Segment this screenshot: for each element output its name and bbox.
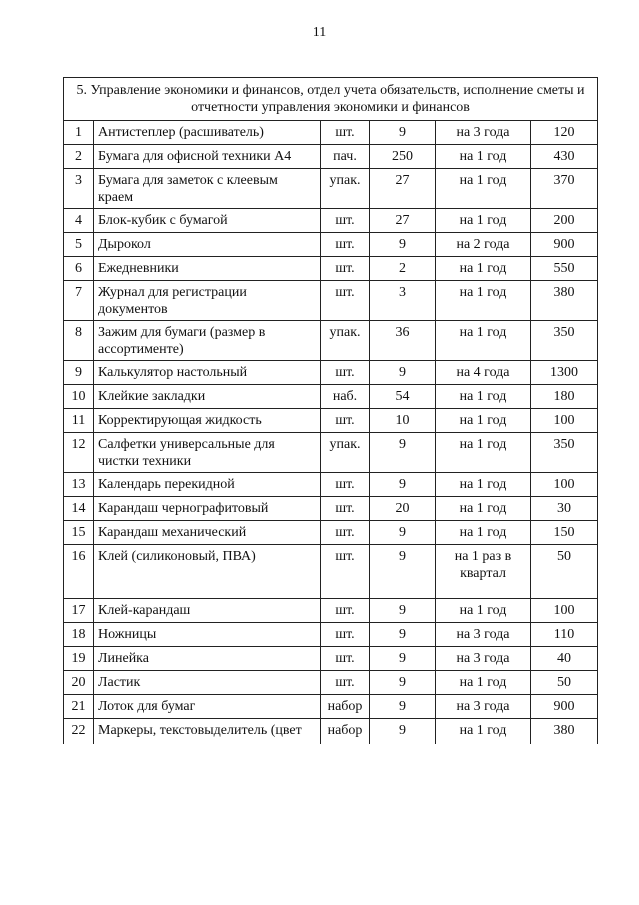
item-quantity: 9 [370,233,436,257]
item-name: Корректирующая жидкость [94,409,321,433]
item-period: на 1 год [436,385,531,409]
item-quantity: 10 [370,409,436,433]
row-number: 3 [64,169,94,209]
section-title: 5. Управление экономики и финансов, отдел учета обязательств, исполнение сметы и отчетности управления экономики и финансов [64,78,598,121]
row-number: 18 [64,623,94,647]
table-row [64,233,598,257]
item-name: Бумага для заметок с клеевым краем [94,169,321,209]
item-price: 100 [531,599,598,623]
row-number: 2 [64,145,94,169]
item-price: 900 [531,233,598,257]
item-quantity: 9 [370,361,436,385]
item-price: 550 [531,257,598,281]
table-row [64,671,598,695]
item-name: Карандаш чернографитовый [94,497,321,521]
item-quantity: 36 [370,321,436,361]
table-row [64,257,598,281]
item-period: на 3 года [436,647,531,671]
item-unit: набор [321,695,370,719]
item-unit: шт. [321,647,370,671]
item-name: Клей (силиконовый, ПВА) [94,545,321,599]
item-name: Календарь перекидной [94,473,321,497]
item-quantity: 2 [370,257,436,281]
item-unit: шт. [321,545,370,599]
item-name: Маркеры, текстовыделитель (цвет [94,719,321,745]
item-unit: упак. [321,433,370,473]
table-row [64,647,598,671]
item-quantity: 27 [370,209,436,233]
item-quantity: 9 [370,719,436,745]
item-name: Журнал для регистрации документов [94,281,321,321]
item-quantity: 9 [370,671,436,695]
item-quantity: 250 [370,145,436,169]
item-name: Карандаш механический [94,521,321,545]
table-row [64,361,598,385]
item-unit: шт. [321,121,370,145]
row-number: 5 [64,233,94,257]
item-unit: упак. [321,321,370,361]
item-quantity: 9 [370,473,436,497]
row-number: 6 [64,257,94,281]
item-price: 30 [531,497,598,521]
item-period: на 1 раз в квартал [436,545,531,599]
item-unit: шт. [321,623,370,647]
item-price: 900 [531,695,598,719]
item-name: Клей-карандаш [94,599,321,623]
item-price: 380 [531,719,598,745]
item-period: на 1 год [436,209,531,233]
item-name: Калькулятор настольный [94,361,321,385]
row-number: 1 [64,121,94,145]
row-number: 16 [64,545,94,599]
item-price: 110 [531,623,598,647]
item-quantity: 9 [370,521,436,545]
item-name: Бумага для офисной техники А4 [94,145,321,169]
table-row [64,521,598,545]
item-period: на 4 года [436,361,531,385]
item-quantity: 9 [370,695,436,719]
item-price: 150 [531,521,598,545]
item-price: 50 [531,545,598,599]
row-number: 22 [64,719,94,745]
item-period: на 1 год [436,473,531,497]
table-row [64,719,598,745]
item-price: 350 [531,321,598,361]
item-quantity: 9 [370,545,436,599]
item-name: Ластик [94,671,321,695]
item-quantity: 9 [370,623,436,647]
item-unit: шт. [321,599,370,623]
row-number: 9 [64,361,94,385]
item-name: Антистеплер (расшиватель) [94,121,321,145]
table-row [64,121,598,145]
row-number: 21 [64,695,94,719]
item-period: на 1 год [436,433,531,473]
item-period: на 1 год [436,521,531,545]
item-price: 180 [531,385,598,409]
table-row [64,209,598,233]
item-price: 100 [531,473,598,497]
row-number: 15 [64,521,94,545]
item-name: Линейка [94,647,321,671]
item-unit: шт. [321,409,370,433]
table-row [64,433,598,473]
item-period: на 1 год [436,599,531,623]
item-quantity: 27 [370,169,436,209]
row-number: 7 [64,281,94,321]
item-period: на 1 год [436,497,531,521]
row-number: 17 [64,599,94,623]
item-name: Салфетки универсальные для чистки техники [94,433,321,473]
item-unit: шт. [321,281,370,321]
item-unit: наб. [321,385,370,409]
item-name: Блок-кубик с бумагой [94,209,321,233]
row-number: 8 [64,321,94,361]
item-quantity: 9 [370,599,436,623]
item-quantity: 9 [370,433,436,473]
item-period: на 1 год [436,409,531,433]
table-row [64,281,598,321]
item-price: 370 [531,169,598,209]
row-number: 4 [64,209,94,233]
item-unit: шт. [321,361,370,385]
table-row [64,473,598,497]
table-body [64,78,598,745]
item-unit: шт. [321,521,370,545]
item-name: Ножницы [94,623,321,647]
item-quantity: 3 [370,281,436,321]
item-period: на 1 год [436,321,531,361]
item-period: на 1 год [436,257,531,281]
item-period: на 2 года [436,233,531,257]
item-quantity: 20 [370,497,436,521]
item-unit: шт. [321,671,370,695]
item-price: 100 [531,409,598,433]
row-number: 20 [64,671,94,695]
item-period: на 1 год [436,281,531,321]
item-name: Лоток для бумаг [94,695,321,719]
table-row [64,385,598,409]
item-price: 40 [531,647,598,671]
item-unit: шт. [321,209,370,233]
item-period: на 3 года [436,623,531,647]
table-row [64,321,598,361]
table-row [64,599,598,623]
item-quantity: 9 [370,647,436,671]
item-unit: набор [321,719,370,745]
table-row [64,497,598,521]
table-row [64,623,598,647]
item-quantity: 54 [370,385,436,409]
item-period: на 3 года [436,695,531,719]
table-row [64,695,598,719]
row-number: 13 [64,473,94,497]
item-price: 380 [531,281,598,321]
item-quantity: 9 [370,121,436,145]
item-unit: шт. [321,257,370,281]
item-price: 120 [531,121,598,145]
item-name: Дырокол [94,233,321,257]
table-row [64,145,598,169]
item-name: Зажим для бумаги (размер в ассортименте) [94,321,321,361]
row-number: 11 [64,409,94,433]
table-row [64,545,598,599]
item-price: 430 [531,145,598,169]
table-row [64,409,598,433]
item-period: на 1 год [436,671,531,695]
item-period: на 1 год [436,719,531,745]
section-header-row [64,78,598,121]
item-price: 1300 [531,361,598,385]
item-price: 350 [531,433,598,473]
item-price: 200 [531,209,598,233]
table-row [64,169,598,209]
page-number: 11 [312,25,327,40]
item-unit: шт. [321,497,370,521]
item-price: 50 [531,671,598,695]
row-number: 10 [64,385,94,409]
item-unit: пач. [321,145,370,169]
item-unit: упак. [321,169,370,209]
row-number: 14 [64,497,94,521]
row-number: 19 [64,647,94,671]
item-unit: шт. [321,233,370,257]
supplies-table [63,77,598,744]
item-period: на 1 год [436,145,531,169]
item-name: Ежедневники [94,257,321,281]
item-period: на 3 года [436,121,531,145]
item-period: на 1 год [436,169,531,209]
item-unit: шт. [321,473,370,497]
row-number: 12 [64,433,94,473]
item-name: Клейкие закладки [94,385,321,409]
